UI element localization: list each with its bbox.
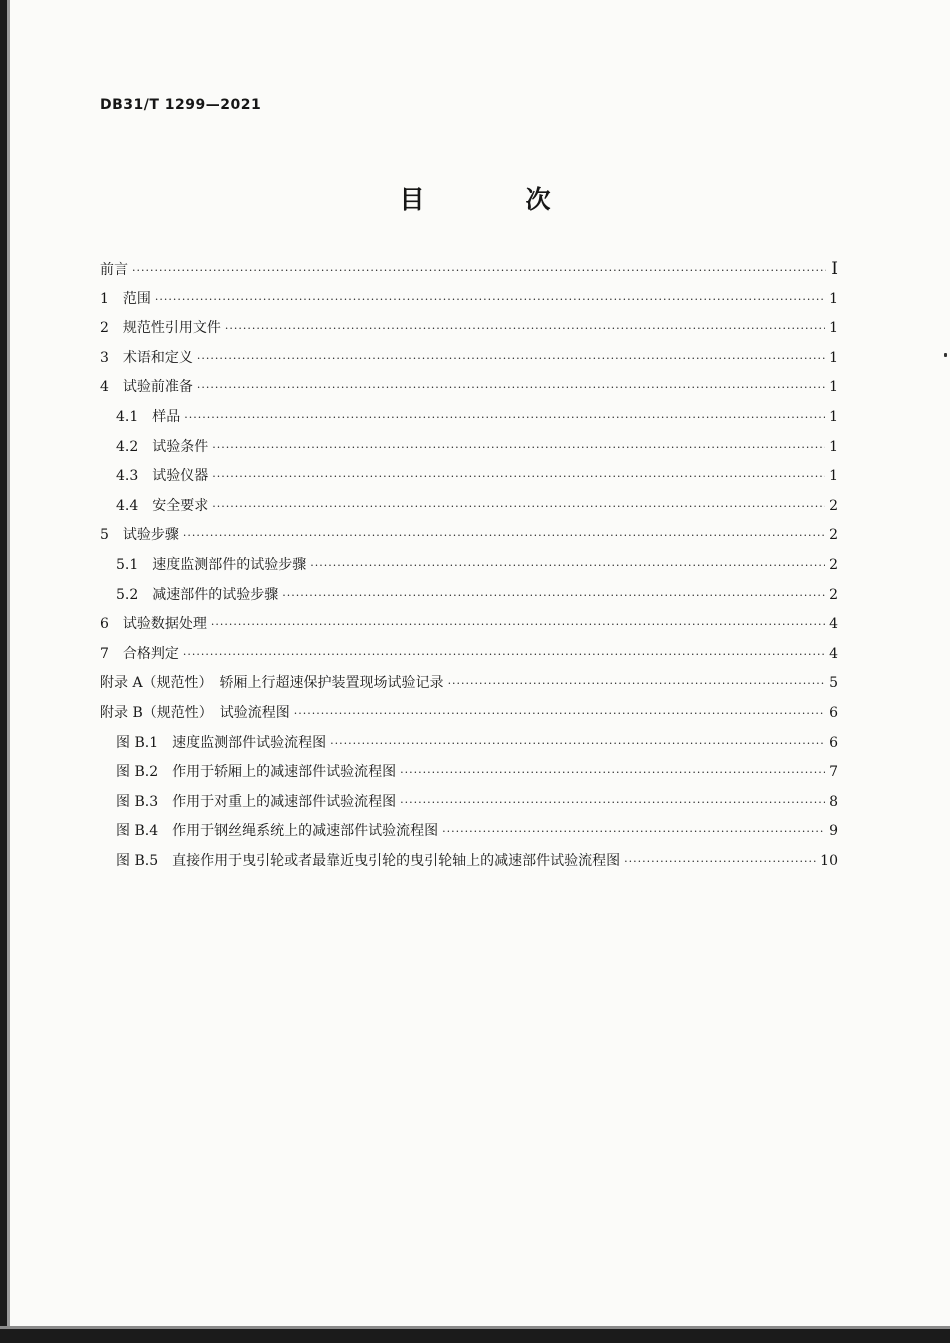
toc-leader-dots <box>225 318 825 340</box>
toc-entry-page: 5 <box>829 675 838 692</box>
toc-leader-dots <box>212 437 825 459</box>
toc-entry[interactable] <box>100 761 838 783</box>
toc-entry-label: 图 B.2 作用于轿厢上的减速部件试验流程图 <box>116 764 397 781</box>
toc-entry[interactable] <box>100 702 838 724</box>
toc-entry-label: 7 合格判定 <box>100 645 179 662</box>
toc-leader-dots <box>197 377 825 399</box>
toc-entry[interactable] <box>100 643 838 665</box>
scan-edge-bottom-shadow <box>0 1326 950 1329</box>
toc-entry-page: 1 <box>829 379 838 396</box>
toc-leader-dots <box>448 673 826 695</box>
toc-entry-label: 6 试验数据处理 <box>100 616 207 633</box>
toc-leader-dots <box>310 555 825 577</box>
toc-leader-dots <box>330 733 825 755</box>
toc-leader-dots <box>442 821 825 843</box>
toc-entry-label: 4.1 样品 <box>116 409 181 425</box>
toc-entry-label: 1 范围 <box>100 290 151 307</box>
toc-leader-dots <box>294 703 825 725</box>
toc-entry-label: 前言 <box>100 262 128 278</box>
toc-entry[interactable] <box>100 554 838 576</box>
toc-entry[interactable] <box>100 524 838 546</box>
toc-entry-page: I <box>831 259 838 279</box>
toc-entry-page: 2 <box>829 497 838 514</box>
toc-entry[interactable] <box>100 820 838 842</box>
toc-entry-page: 1 <box>829 349 838 366</box>
toc-entry[interactable] <box>100 850 838 872</box>
toc-leader-dots <box>624 851 816 873</box>
toc-entry[interactable] <box>100 672 838 694</box>
toc-entry-label: 4 试验前准备 <box>100 379 193 396</box>
toc-entry-page: 4 <box>829 645 838 662</box>
toc-entry[interactable] <box>100 317 838 339</box>
toc-entry-page: 6 <box>829 705 838 721</box>
toc-entry-page: 8 <box>829 793 838 810</box>
toc-leader-dots <box>212 466 825 488</box>
toc-entry[interactable] <box>100 791 838 813</box>
toc-entry-page: 1 <box>829 468 838 485</box>
toc-entry[interactable] <box>100 347 838 369</box>
toc-leader-dots <box>400 762 825 784</box>
toc-entry-label: 附录 A（规范性） 轿厢上行超速保护装置现场试验记录 <box>100 675 444 692</box>
toc-entry[interactable] <box>100 376 838 398</box>
toc-leader-dots <box>132 260 826 282</box>
toc-entry[interactable] <box>100 258 838 280</box>
toc-entry-label: 图 B.5 直接作用于曳引轮或者最靠近曳引轮的曳引轮轴上的减速部件试验流程图 <box>116 853 621 869</box>
toc-entry-page: 1 <box>829 290 838 307</box>
toc-entry-label: 4.4 安全要求 <box>116 497 209 514</box>
toc-leader-dots <box>183 525 825 547</box>
toc-entry-label: 4.3 试验仪器 <box>116 468 209 485</box>
toc-entry-page: 2 <box>829 557 838 573</box>
toc-entry[interactable] <box>100 436 838 458</box>
toc-entry-page: 10 <box>820 853 838 869</box>
toc-entry-label: 3 术语和定义 <box>100 349 193 366</box>
toc-entry[interactable] <box>100 584 838 606</box>
toc-entry[interactable] <box>100 495 838 517</box>
toc-entry-page: 2 <box>829 586 838 603</box>
toc-leader-dots <box>211 614 825 636</box>
page-title: 目 次 <box>399 185 589 214</box>
toc-entry-page: 7 <box>829 764 838 781</box>
toc-entry-label: 图 B.4 作用于钢丝绳系统上的减速部件试验流程图 <box>116 823 439 840</box>
toc-entry-label: 5 试验步骤 <box>100 527 179 544</box>
toc-leader-dots <box>282 585 825 607</box>
toc-entry-label: 图 B.1 速度监测部件试验流程图 <box>116 734 327 751</box>
toc-leader-dots <box>197 348 825 370</box>
toc-leader-dots <box>183 644 825 666</box>
scan-edge-bottom <box>0 1329 950 1343</box>
toc-entry-page: 2 <box>829 527 838 544</box>
toc-entry-label: 5.1 速度监测部件的试验步骤 <box>116 557 307 573</box>
toc-entry-label: 4.2 试验条件 <box>116 438 209 455</box>
toc-entry-label: 5.2 减速部件的试验步骤 <box>116 586 279 603</box>
toc-entry-label: 2 规范性引用文件 <box>100 320 221 337</box>
scan-speck <box>944 353 947 357</box>
toc-entry[interactable] <box>100 732 838 754</box>
toc-entry-page: 4 <box>829 616 838 633</box>
toc-leader-dots <box>184 407 825 429</box>
toc-leader-dots <box>212 496 825 518</box>
toc-entry-page: 6 <box>829 734 838 751</box>
toc-leader-dots <box>400 792 825 814</box>
toc-leader-dots <box>155 289 825 311</box>
toc-entry[interactable] <box>100 406 838 428</box>
toc-entry-page: 1 <box>829 438 838 455</box>
standard-code: DB31/T 1299—2021 <box>100 97 262 113</box>
toc-entry[interactable] <box>100 613 838 635</box>
toc-entry-page: 1 <box>829 409 838 425</box>
toc-entry-page: 9 <box>829 823 838 840</box>
toc-entry-page: 1 <box>829 320 838 337</box>
toc-entry-label: 附录 B（规范性） 试验流程图 <box>100 705 290 721</box>
toc-entry-label: 图 B.3 作用于对重上的减速部件试验流程图 <box>116 793 397 810</box>
toc-entry[interactable] <box>100 465 838 487</box>
toc-entry[interactable] <box>100 288 838 310</box>
